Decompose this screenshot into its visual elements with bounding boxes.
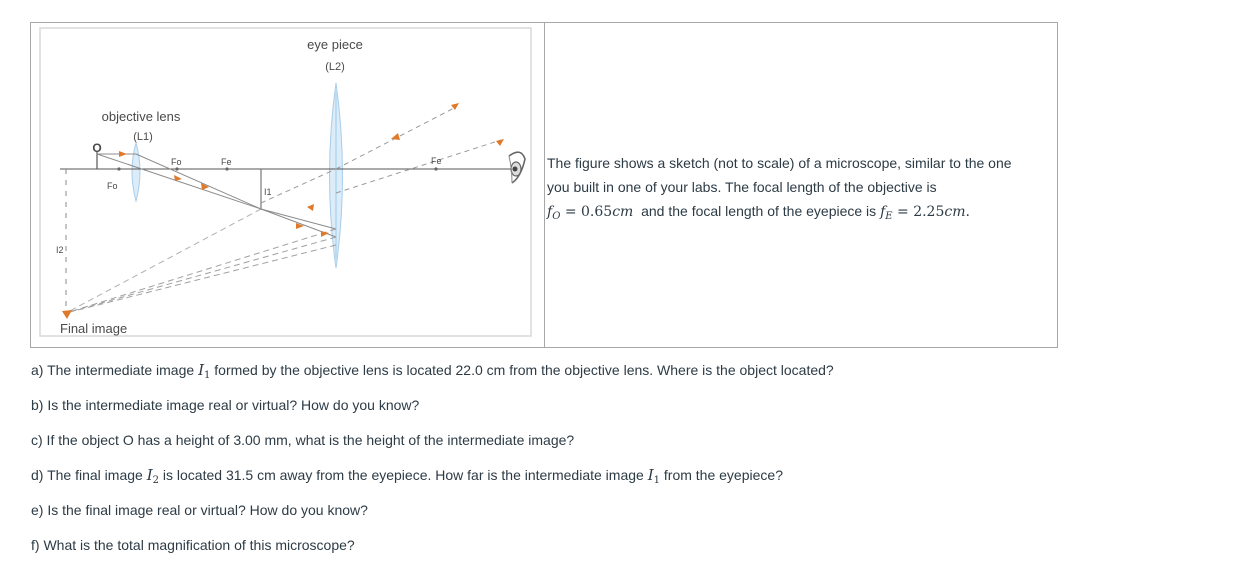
- fe-formula: $f_E = 2.25cm$.: [880, 204, 970, 222]
- description-line-3: [547, 199, 1052, 224]
- focal-point-dot: [117, 167, 120, 170]
- figure-cell: [31, 23, 545, 347]
- i2-label: I2: [56, 245, 64, 255]
- object-label: O: [92, 141, 102, 155]
- focal-point-dot: [225, 167, 228, 170]
- question-list: [31, 358, 1211, 568]
- description-cell: [546, 23, 1057, 347]
- question-c: c) If the object O has a height of 3.00 mm, what is the height of the intermediate image?: [31, 432, 575, 448]
- description-mid-text: and the focal length of the eyepiece is: [641, 203, 877, 219]
- fo-label-left: Fo: [107, 181, 118, 191]
- focal-point-dot: [434, 167, 437, 170]
- final-image-label: Final image: [60, 321, 128, 336]
- description-line-2: you built in one of your labs. The focal length of the objective is: [547, 179, 937, 195]
- description-line-1: The figure shows a sketch (not to scale) of a microscope, similar to the one: [547, 155, 1012, 171]
- microscope-diagram: [31, 23, 545, 347]
- objective-sublabel: (L1): [133, 131, 153, 143]
- focal-point-dot: [175, 167, 178, 170]
- fo-formula: $f_O = 0.65cm$: [547, 204, 634, 222]
- objective-label: objective lens: [101, 109, 181, 124]
- question-f: f) What is the total magnification of this microscope?: [31, 537, 355, 553]
- question-d: d) The final image $I_2$ is located 31.5 cm away from the eyepiece. How far is the intermediate image $I_1$ from the eyepiece?: [31, 466, 783, 486]
- question-a: a) The intermediate image $I_1$ formed by the objective lens is located 22.0 cm from the objective lens. Where is the object located?: [31, 361, 834, 381]
- question-b: b) Is the intermediate image real or virtual? How do you know?: [31, 397, 420, 413]
- question-e: e) Is the final image real or virtual? How do you know?: [31, 502, 368, 518]
- i1-label: I1: [264, 187, 272, 197]
- figure-table: [30, 22, 1058, 348]
- eyepiece-sublabel: (L2): [325, 61, 345, 73]
- description: [547, 151, 1052, 224]
- fe-label-left: Fe: [221, 157, 232, 167]
- fe-label-right: Fe: [431, 156, 442, 166]
- eyepiece-label: eye piece: [307, 37, 363, 52]
- fo-label-right: Fo: [171, 157, 182, 167]
